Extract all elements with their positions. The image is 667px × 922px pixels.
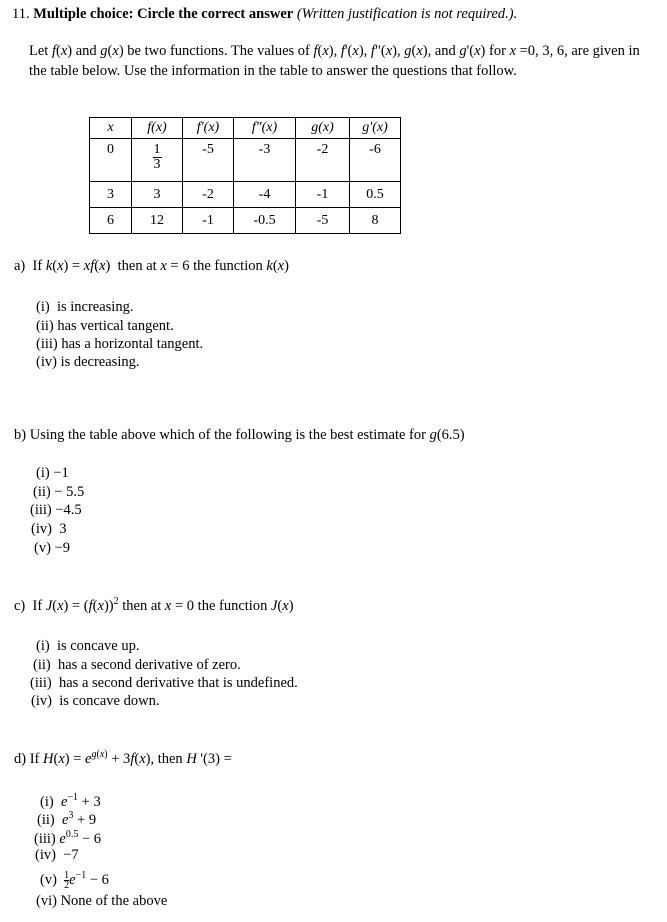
option-number: (iv) bbox=[31, 521, 52, 537]
option-text: is decreasing. bbox=[60, 354, 140, 370]
cell: -2 bbox=[183, 182, 234, 208]
option-d-3[interactable]: (iii) $e^{0.5} - 6$ bbox=[34, 829, 101, 847]
option-d-1[interactable]: (i) $e^{-1} + 3$ bbox=[40, 792, 101, 810]
intro-text: , and bbox=[427, 43, 456, 59]
cell: -5 bbox=[296, 208, 350, 234]
table-row bbox=[90, 182, 401, 208]
option-d-6[interactable] bbox=[36, 892, 167, 910]
option-text: has a second derivative that is undefined. bbox=[59, 675, 298, 691]
option-text: has vertical tangent. bbox=[57, 318, 174, 334]
option-b-5[interactable] bbox=[34, 539, 70, 557]
option-text: −4.5 bbox=[55, 502, 82, 518]
cell: 3 bbox=[90, 182, 132, 208]
stem-text: If bbox=[32, 597, 43, 614]
option-b-2[interactable] bbox=[33, 483, 84, 501]
cell: 8 bbox=[350, 208, 401, 234]
header-cell: f"(x) bbox=[234, 118, 296, 139]
question-label: d) bbox=[14, 750, 27, 767]
stem-text: If bbox=[32, 258, 43, 274]
fraction bbox=[153, 143, 162, 172]
option-a-4[interactable] bbox=[36, 353, 139, 371]
option-number: (ii) bbox=[37, 811, 55, 828]
cell: 0 bbox=[90, 139, 132, 182]
option-number: (iii) bbox=[36, 336, 58, 352]
option-number: (v) bbox=[34, 540, 51, 556]
option-number: (iii) bbox=[30, 675, 52, 691]
option-d-5[interactable]: (v) $\frac{1}{2}$ $e^{-1} - 6$ bbox=[40, 870, 109, 891]
table-header-row bbox=[90, 118, 401, 139]
option-c-3[interactable] bbox=[30, 674, 298, 692]
cell: -1 bbox=[183, 208, 234, 234]
option-text: 3 bbox=[59, 521, 67, 537]
option-number: (iv) bbox=[31, 693, 52, 709]
intro-text: 3, 6, are given in the table below. Use the information in the table to answer the questions that follow. bbox=[29, 43, 640, 79]
stem-text: the function bbox=[197, 597, 268, 614]
option-c-2[interactable] bbox=[33, 656, 241, 674]
fraction-numerator: 1 bbox=[153, 142, 161, 157]
question-label: b) bbox=[14, 427, 27, 443]
option-number: (i) bbox=[40, 793, 54, 810]
table-row bbox=[90, 208, 401, 234]
header-cell: g'(x) bbox=[350, 118, 401, 139]
question-a-stem: a) If k(x) = xf(x) then at x = 6 the function k(x) bbox=[14, 258, 289, 274]
cell: -0.5 bbox=[234, 208, 296, 234]
question-d-stem: d) If $H(x) = e^{g(x)} + 3f(x)$, then H '(3) = bbox=[14, 749, 232, 767]
option-number: (i) bbox=[36, 638, 50, 654]
header-cell: g(x) bbox=[296, 118, 350, 139]
stem-text: then at bbox=[122, 597, 162, 614]
option-number: (ii) bbox=[33, 484, 51, 500]
option-number: (ii) bbox=[33, 657, 51, 673]
option-c-4[interactable] bbox=[31, 692, 159, 710]
question-number: 11. bbox=[12, 6, 30, 22]
option-text: has a second derivative of zero. bbox=[57, 657, 241, 673]
option-a-3[interactable] bbox=[36, 335, 203, 353]
question-title: Multiple choice: Circle the correct answer bbox=[33, 6, 294, 22]
intro-text: and bbox=[75, 43, 97, 59]
header-cell: x bbox=[90, 118, 132, 139]
fraction-denominator: 3 bbox=[153, 157, 161, 172]
intro-text: Let bbox=[29, 43, 49, 59]
stem-text: If bbox=[29, 750, 40, 767]
header-cell: f'(x) bbox=[183, 118, 234, 139]
cell: -3 bbox=[234, 139, 296, 182]
cell: -1 bbox=[296, 182, 350, 208]
option-text: is concave down. bbox=[59, 693, 160, 709]
intro-text: be two functions. The values of bbox=[127, 43, 310, 59]
option-number: (i) bbox=[36, 465, 50, 481]
cell: -4 bbox=[234, 182, 296, 208]
option-text: is concave up. bbox=[56, 638, 140, 654]
option-text: −7 bbox=[63, 847, 79, 863]
cell: 3 bbox=[132, 182, 183, 208]
option-a-1[interactable] bbox=[36, 298, 133, 316]
option-number: (ii) bbox=[36, 318, 54, 334]
option-b-4[interactable] bbox=[31, 520, 66, 538]
option-c-1[interactable] bbox=[36, 637, 139, 655]
option-text: is increasing. bbox=[56, 299, 134, 315]
cell: 6 bbox=[90, 208, 132, 234]
option-a-2[interactable] bbox=[36, 317, 174, 335]
intro-text: for bbox=[489, 43, 506, 59]
option-text: − 5.5 bbox=[54, 484, 85, 500]
question-b-stem: b) Using the table above which of the following is the best estimate for g(6.5) bbox=[14, 427, 465, 443]
option-b-1[interactable] bbox=[36, 464, 69, 482]
option-text: −1 bbox=[53, 465, 69, 481]
question-header bbox=[12, 6, 517, 23]
stem-text: the function bbox=[193, 258, 263, 274]
cell: -5 bbox=[183, 139, 234, 182]
stem-text: then at bbox=[117, 258, 157, 274]
option-number: (vi) bbox=[36, 893, 57, 909]
option-number: (iv) bbox=[36, 354, 57, 370]
stem-text: , then bbox=[150, 750, 183, 767]
cell: -2 bbox=[296, 139, 350, 182]
option-number: (iii) bbox=[30, 502, 52, 518]
question-label: c) bbox=[14, 597, 26, 614]
option-text: has a horizontal tangent. bbox=[61, 336, 204, 352]
cell: -6 bbox=[350, 139, 401, 182]
question-note: (Written justification is not required.). bbox=[296, 6, 518, 22]
option-number: (iv) bbox=[35, 847, 56, 863]
table-row bbox=[90, 139, 401, 182]
intro-paragraph: Let f(x) and g(x) be two functions. The values of f(x), f'(x), f"(x), g(x), and g'(x) for x =0, 3, 6, are given in the table below. Use the information in the table to answer the questions that follow. bbox=[29, 43, 640, 79]
question-c-stem: c) If $J(x) = (f(x))^2$ then at x = 0 the function J(x) bbox=[14, 596, 294, 614]
option-number: (iii) bbox=[34, 830, 56, 847]
option-d-4[interactable] bbox=[35, 846, 79, 864]
cell bbox=[132, 139, 183, 182]
option-b-3[interactable] bbox=[30, 501, 82, 519]
option-text: −9 bbox=[54, 540, 70, 556]
option-number: (i) bbox=[36, 299, 50, 315]
cell: 12 bbox=[132, 208, 183, 234]
question-label: a) bbox=[14, 258, 26, 274]
option-number: (v) bbox=[40, 871, 57, 888]
header-cell: f(x) bbox=[132, 118, 183, 139]
stem-text: Using the table above which of the following is the best estimate for bbox=[29, 427, 426, 443]
values-table bbox=[89, 117, 401, 234]
option-text: None of the above bbox=[60, 893, 168, 909]
fraction-half: $\frac{1}{2}$ bbox=[64, 870, 70, 891]
option-d-2[interactable]: (ii) $e^3 + 9$ bbox=[37, 810, 97, 828]
cell: 0.5 bbox=[350, 182, 401, 208]
